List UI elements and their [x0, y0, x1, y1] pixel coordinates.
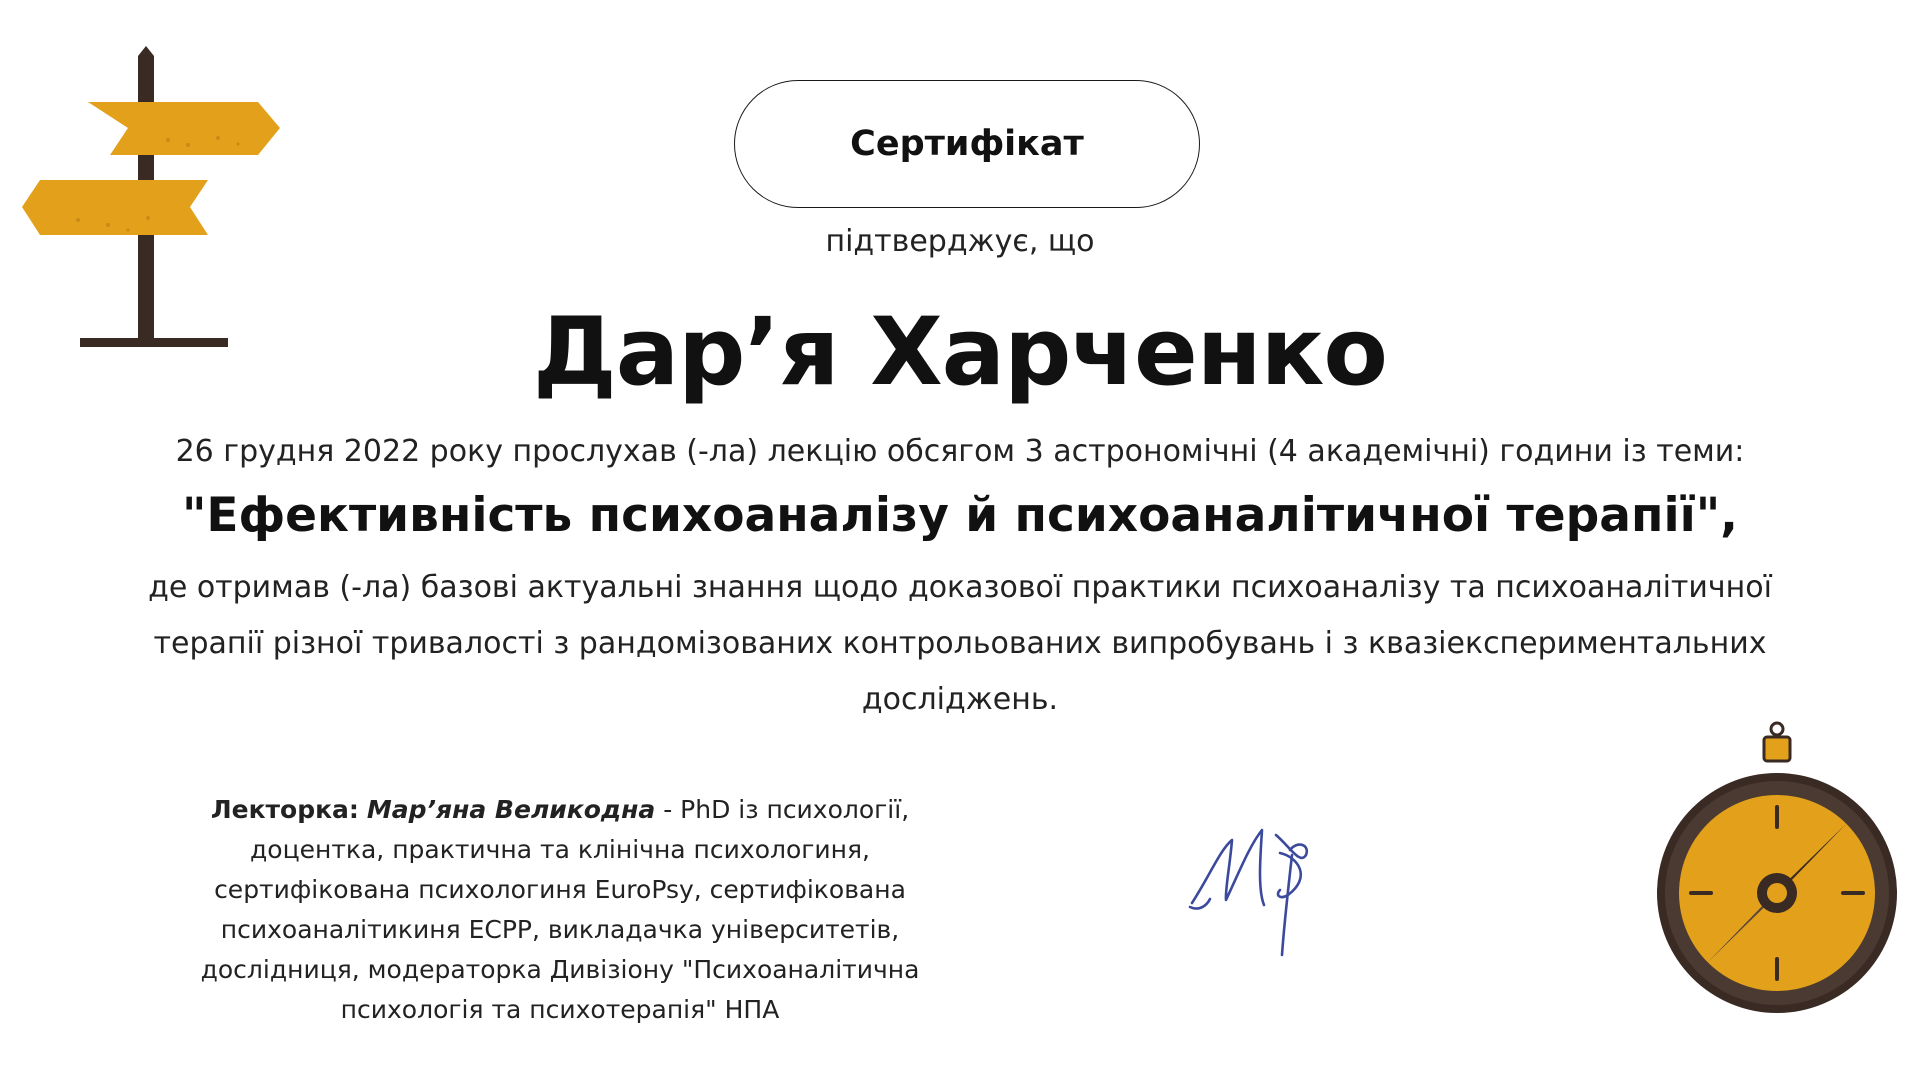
lecturer-info [155, 790, 965, 1030]
signature-mark [1180, 795, 1360, 965]
certificate-title: Сертифікат [850, 124, 1084, 164]
recipient-name: Дар’я Харченко [532, 298, 1388, 407]
lecture-topic: "Ефективність психоаналізу й психоаналітичної терапії", [181, 488, 1739, 543]
lecturer-label: Лекторка: [210, 795, 359, 824]
certificate-title-box [734, 80, 1200, 208]
lecture-intro: 26 грудня 2022 року прослухав (-ла) лекцію обсягом 3 астрономічні (4 академічні) години із теми: [175, 434, 1745, 469]
lecturer-bio: - PhD із психології, доцентка, практична та клінічна психологиня, сертифікована психологиня EuroPsy, сертифікована психоаналітикиня ECPP, викладачка університетів, дослідниця, модераторка Дивізіону "Психоаналітична психологія та психотерапія" НПА [200, 795, 920, 1024]
lecturer-name: Мар’яна Великодна [366, 795, 656, 824]
lecture-description: де отримав (-ла) базові актуальні знання щодо доказової практики психоаналізу та психоаналітичної терапії різної тривалості з рандомізованих контрольованих випробувань і з квазіекспериментальних досліджень. [148, 570, 1772, 717]
compass-icon [1652, 715, 1902, 1015]
confirms-text: підтверджує, що [825, 224, 1095, 259]
